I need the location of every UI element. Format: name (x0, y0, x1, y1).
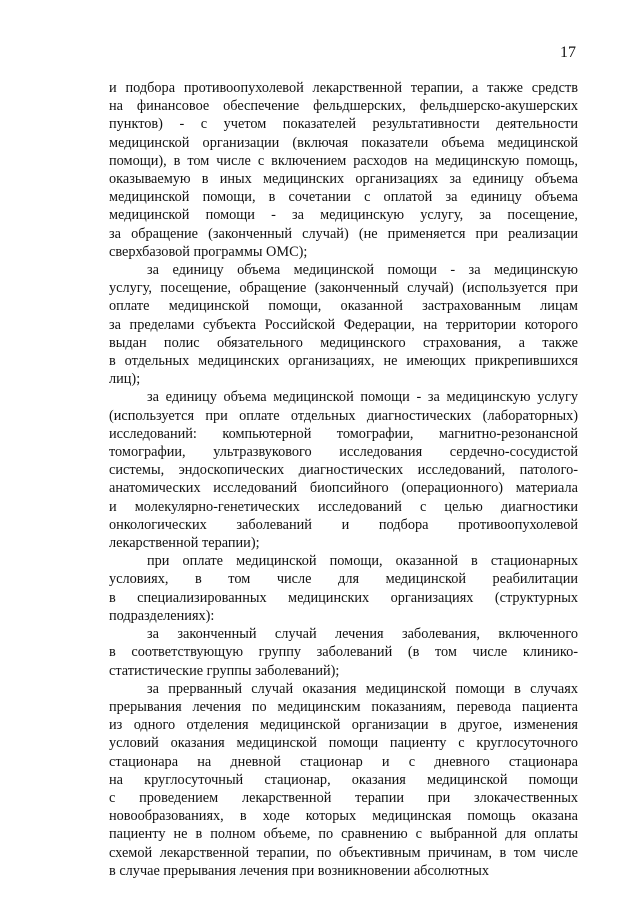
text-line: онкологических заболеваний и подбора противоопухолевой (109, 516, 578, 533)
text-line: и подбора противоопухолевой лекарственной терапии, а также средств (109, 80, 578, 96)
body-text (109, 79, 578, 880)
text-line: за единицу объема медицинской помощи - за медицинскую (147, 262, 578, 279)
text-line: за единицу объема медицинской помощи - за медицинскую услугу (147, 389, 578, 406)
text-line: медицинской помощи, в сочетании с оплатой за единицу объема (109, 189, 578, 206)
page-number: 17 (560, 44, 576, 61)
text-line: условиях, в том числе для медицинской реабилитации (109, 571, 578, 588)
text-line: на финансовое обеспечение фельдшерских, фельдшерско-акушерских (109, 98, 578, 115)
text-line: статистические группы заболеваний); (109, 662, 340, 679)
text-line: выдан полис обязательного медицинского страхования, а также (109, 334, 578, 351)
text-line: оплате медицинской помощи, оказанной застрахованным лицам (109, 298, 578, 315)
text-line: из одного отделения медицинской организации в другое, изменения (109, 717, 578, 734)
text-line: оказываемую в иных медицинских организациях за единицу объема (109, 171, 578, 188)
paragraph (109, 79, 578, 261)
text-line: с проведением лекарственной терапии при злокачественных (109, 789, 578, 806)
text-line: в соответствующую группу заболеваний (в том числе клинико- (109, 644, 578, 661)
paragraph (109, 261, 578, 388)
text-line: новообразованиях, в ходе которых медицинская помощь оказана (109, 808, 578, 825)
paragraph (109, 625, 578, 680)
text-line: за законченный случай лечения заболевания, включенного (147, 626, 578, 643)
paragraph (109, 552, 578, 625)
text-line: исследований: компьютерной томографии, магнитно-резонансной (109, 425, 578, 442)
text-line: прерывания лечения по медицинским показаниям, перевода пациента (109, 698, 578, 715)
text-line: медицинской помощи - за медицинскую услугу, за посещение, (109, 207, 578, 224)
text-line: и молекулярно-генетических исследований с целью диагностики (109, 498, 578, 515)
text-line: услугу, посещение, обращение (законченный случай) (используется при (109, 280, 578, 297)
text-line: при оплате медицинской помощи, оказанной в стационарных (147, 553, 578, 570)
text-line: сверхбазовой программы ОМС); (109, 243, 308, 260)
text-line: лекарственной терапии); (109, 535, 260, 552)
text-line: на круглосуточный стационар, оказания медицинской помощи (109, 771, 578, 788)
text-line: пунктов) - с учетом показателей результативности деятельности (109, 116, 578, 133)
text-line: помощи), в том числе с включением расходов на медицинскую помощь, (109, 152, 578, 169)
paragraph (109, 680, 578, 880)
text-line: в отдельных медицинских организациях, не имеющих прикрепившихся (109, 353, 578, 370)
text-line: медицинской организации (включая показатели объема медицинской (109, 134, 578, 151)
text-line: лиц); (109, 371, 141, 388)
text-line: в случае прерывания лечения при возникновении абсолютных (109, 862, 490, 879)
text-line: томографии, ультразвукового исследования сердечно-сосудистой (109, 444, 578, 461)
text-line: схемой лекарственной терапии, по объективным причинам, в том числе (109, 844, 578, 861)
text-line: пациенту не в полном объеме, по сравнению с выбранной для оплаты (109, 826, 578, 843)
text-line: (используется при оплате отдельных диагностических (лабораторных) (109, 407, 578, 424)
text-line: за прерванный случай оказания медицинской помощи в случаях (147, 680, 578, 697)
paragraph (109, 388, 578, 552)
text-line: системы, эндоскопических диагностических исследований, патолого- (109, 462, 578, 479)
text-line: условий оказания медицинской помощи пациенту с круглосуточного (109, 735, 578, 752)
text-line: подразделениях): (109, 607, 215, 624)
text-line: за обращение (законченный случай) (не применяется при реализации (109, 225, 578, 242)
text-line: за пределами субъекта Российской Федерации, на территории которого (109, 316, 578, 333)
text-line: в специализированных медицинских организациях (структурных (109, 589, 578, 606)
text-line: стационара на дневной стационар и с дневного стационара (109, 753, 578, 770)
text-line: анатомических исследований биопсийного (операционного) материала (109, 480, 578, 497)
